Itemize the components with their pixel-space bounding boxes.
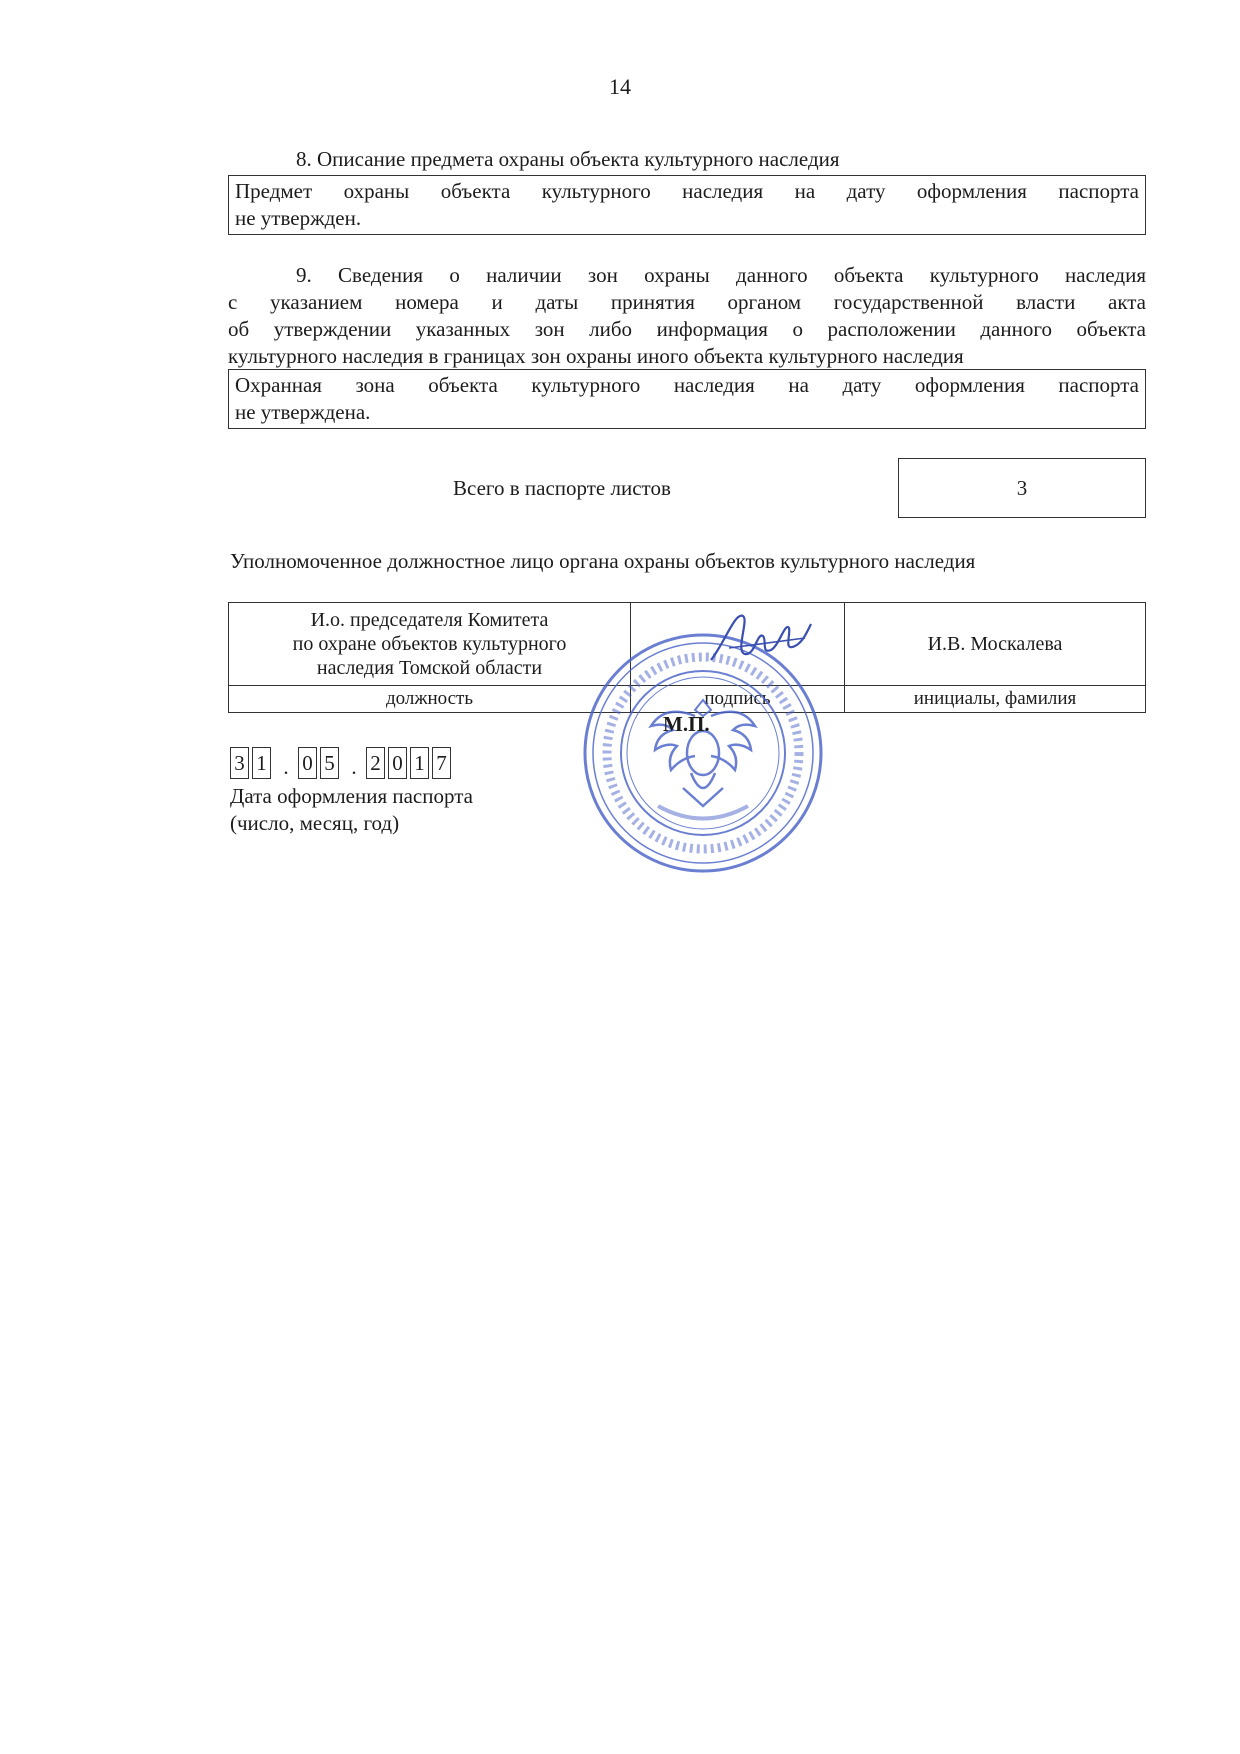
name-caption: инициалы, фамилия [845,686,1146,713]
page-number: 14 [609,74,631,99]
handwritten-signature [705,602,815,682]
section-9-box-line-1: Охранная зона объекта культурного наследия на дату оформления паспорта [235,373,1139,397]
position-caption: должность [229,686,631,713]
date-caption-line-1: Дата оформления паспорта [230,784,473,808]
sheets-count-value: 3 [1016,475,1028,500]
section-9-heading [228,262,1146,370]
date-digit: 0 [388,747,407,779]
date-digit: 2 [366,747,385,779]
position-cell [229,603,631,686]
sheets-count-label: Всего в паспорте листов [453,476,671,500]
issue-date [230,747,454,779]
date-caption [230,783,473,837]
official-heading: Уполномоченное должностное лицо органа охраны объектов культурного наследия [230,549,976,573]
date-separator: . [283,755,289,779]
section-8-heading: 8. Описание предмета охраны объекта культурного наследия [296,147,840,171]
section-8-text-line-1: Предмет охраны объекта культурного наследия на дату оформления паспорта [235,179,1139,203]
section-9-heading-line-1: 9. Сведения о наличии зон охраны данного объекта культурного наследия [296,263,1146,287]
date-caption-line-2: (число, месяц, год) [230,811,400,835]
section-8-text-line-2: не утвержден. [235,206,362,230]
section-9-heading-line-3: об утверждении указанных зон либо информация о расположении данного объекта [228,317,1146,341]
date-digit: 3 [230,747,249,779]
position-line-2: по охране объектов культурного [292,633,567,655]
name-cell: И.В. Москалева [845,603,1146,686]
date-digit: 1 [410,747,429,779]
date-digit: 7 [432,747,451,779]
section-8-box [228,175,1146,235]
section-9-heading-line-4: культурного наследия в границах зон охраны иного объекта культурного наследия [228,344,964,368]
sheets-count-box [898,458,1146,518]
position-line-3: наследия Томской области [316,657,543,679]
section-9-heading-line-2: с указанием номера и даты принятия органом государственной власти акта [228,290,1146,314]
position-line-1: И.о. председателя Комитета [310,609,549,631]
section-9-box-line-2: не утверждена. [235,400,371,424]
section-9-box [228,369,1146,429]
stamp-place-mark: М.П. [663,712,710,736]
date-separator: . [351,755,357,779]
date-digit: 5 [320,747,339,779]
signature-caption: подпись [631,686,845,713]
date-digit: 1 [252,747,271,779]
date-digit: 0 [298,747,317,779]
